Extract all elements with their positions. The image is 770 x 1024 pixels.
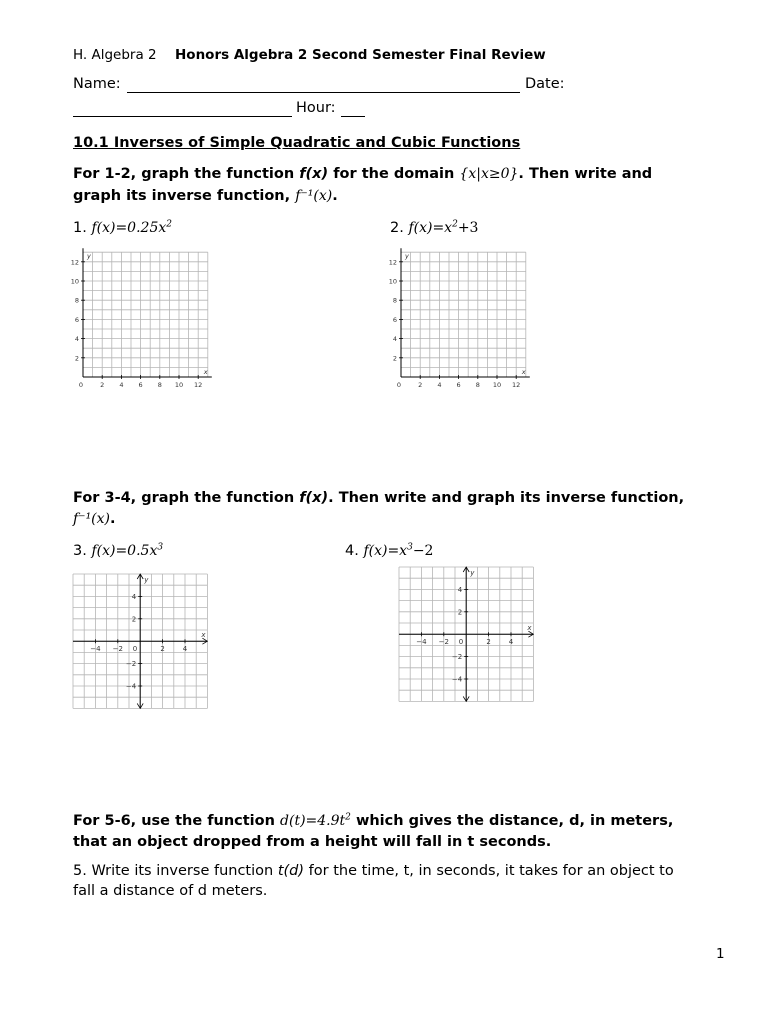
x-tick-label: −2 (438, 638, 449, 647)
y-tick-label: 12 (70, 258, 79, 267)
problem-number: 4. (345, 543, 359, 559)
instr-text: For 1-2, graph the function (73, 166, 295, 182)
x-tick-label: 4 (437, 381, 442, 389)
instr-text: For 3-4, graph the function (73, 490, 295, 506)
x-tick-label: 2 (100, 381, 105, 389)
x-tick-label: 6 (138, 381, 143, 389)
date-blank[interactable] (73, 116, 292, 117)
y-tick-label: 10 (70, 277, 79, 286)
origin-label: 0 (458, 638, 464, 647)
y-tick-label: 6 (392, 315, 397, 324)
y-tick-label: 10 (388, 277, 397, 286)
x-tick-label: −4 (416, 638, 427, 647)
y-tick-label: 4 (457, 585, 463, 594)
fx-label: f(x) (299, 490, 329, 506)
instr-text: graph its inverse function, (73, 188, 291, 204)
x-tick-label: −2 (112, 645, 123, 654)
x-axis-label: x (203, 368, 208, 376)
x-tick-label: 2 (160, 645, 165, 654)
x-tick-label: 4 (182, 645, 188, 654)
y-axis-label: y (144, 576, 149, 584)
grid-problem-1[interactable] (66, 246, 216, 394)
origin-label: 0 (78, 381, 84, 389)
instruction-1-2-cont: graph its inverse function, f⁻¹(x). (73, 188, 338, 204)
instruction-1-2 (73, 166, 652, 182)
instruction-5-6-cont: that an object dropped from a height will fall in t seconds. (73, 834, 552, 850)
y-tick-label: 4 (74, 335, 79, 344)
y-tick-label: −4 (451, 675, 463, 684)
problem-function: $f(x)=x^3-2$ (363, 542, 434, 559)
td-label: t(d) (277, 863, 305, 879)
x-tick-label: 2 (486, 638, 491, 647)
problem-function: $f(x)=0.5x^3$ (91, 542, 164, 559)
origin-label: 0 (132, 645, 138, 654)
domain-expression: {x|x≥0} (459, 166, 519, 182)
problem-2 (390, 220, 478, 236)
y-axis-label: y (87, 252, 91, 261)
instr-text: for the domain (333, 166, 455, 182)
x-tick-label: 4 (119, 381, 124, 389)
date-label: Date: (525, 76, 565, 92)
distance-function: $d(t)=4.9t^2$ (280, 812, 351, 829)
x-axis-label: x (521, 368, 526, 376)
x-tick-label: −4 (90, 645, 101, 654)
x-tick-label: 6 (456, 381, 461, 389)
y-axis-label: y (470, 569, 475, 577)
y-tick-label: 2 (131, 615, 137, 624)
instr-text: which gives the distance, d, in meters, (355, 813, 674, 829)
problem-4 (345, 543, 433, 559)
problem-number: 2. (390, 220, 404, 236)
y-tick-label: 2 (392, 354, 397, 363)
y-tick-label: 8 (74, 296, 79, 305)
y-axis-label: y (405, 252, 409, 261)
instruction-5-6 (73, 813, 673, 829)
x-tick-label: 12 (194, 381, 203, 389)
page-number: 1 (716, 946, 725, 962)
name-blank[interactable] (127, 92, 520, 93)
instr-text: . Then write and (518, 166, 653, 182)
problem-1 (73, 220, 172, 236)
course-label: H. Algebra 2 (73, 47, 157, 63)
y-tick-label: 6 (74, 315, 79, 324)
fx-label: f(x) (299, 166, 329, 182)
x-axis-label: x (527, 624, 532, 633)
inverse-notation: f⁻¹(x) (295, 188, 333, 204)
instr-text: For 5-6, use the function (73, 813, 275, 829)
problem-function: $f(x)=x^2+3$ (408, 219, 479, 236)
grid-problem-4[interactable] (398, 566, 534, 706)
problem-number: 1. (73, 220, 87, 236)
hour-blank[interactable] (341, 116, 365, 117)
q5-text: 5. Write its inverse function (73, 863, 274, 879)
x-tick-label: 8 (475, 381, 480, 389)
x-tick-label: 4 (508, 638, 514, 647)
instruction-3-4-cont: f⁻¹(x). (73, 511, 116, 527)
instruction-3-4 (73, 490, 684, 506)
question-5 (73, 863, 674, 879)
name-label: Name: (73, 76, 121, 92)
x-axis-label: x (201, 631, 206, 640)
y-tick-label: −4 (125, 682, 137, 691)
x-tick-label: 10 (492, 381, 502, 389)
y-tick-label: −2 (125, 660, 137, 669)
y-tick-label: 12 (388, 258, 397, 267)
question-5-cont: fall a distance of d meters. (73, 883, 268, 899)
problem-number: 3. (73, 543, 87, 559)
y-tick-label: 8 (392, 296, 397, 305)
q5-text: for the time, t, in seconds, it takes for an object to (308, 863, 674, 879)
instr-text: . Then write and graph its inverse function, (328, 490, 685, 506)
y-tick-label: 4 (392, 335, 397, 344)
x-tick-label: 10 (174, 381, 184, 389)
x-tick-label: 2 (418, 381, 423, 389)
x-tick-label: 12 (512, 381, 521, 389)
section-heading: 10.1 Inverses of Simple Quadratic and Cubic Functions (73, 135, 521, 151)
y-tick-label: 2 (457, 608, 463, 617)
grid-problem-3[interactable] (72, 573, 208, 713)
y-tick-label: −2 (451, 653, 463, 662)
y-tick-label: 4 (131, 592, 137, 601)
problem-3 (73, 543, 163, 559)
page-title: Honors Algebra 2 Second Semester Final Review (175, 47, 546, 63)
inverse-notation: f⁻¹(x) (73, 511, 111, 527)
grid-problem-2[interactable] (384, 246, 534, 394)
problem-function: $f(x)=0.25x^2$ (91, 219, 172, 236)
x-tick-label: 8 (157, 381, 162, 389)
hour-label: Hour: (296, 100, 336, 116)
origin-label: 0 (396, 381, 402, 389)
y-tick-label: 2 (74, 354, 79, 363)
